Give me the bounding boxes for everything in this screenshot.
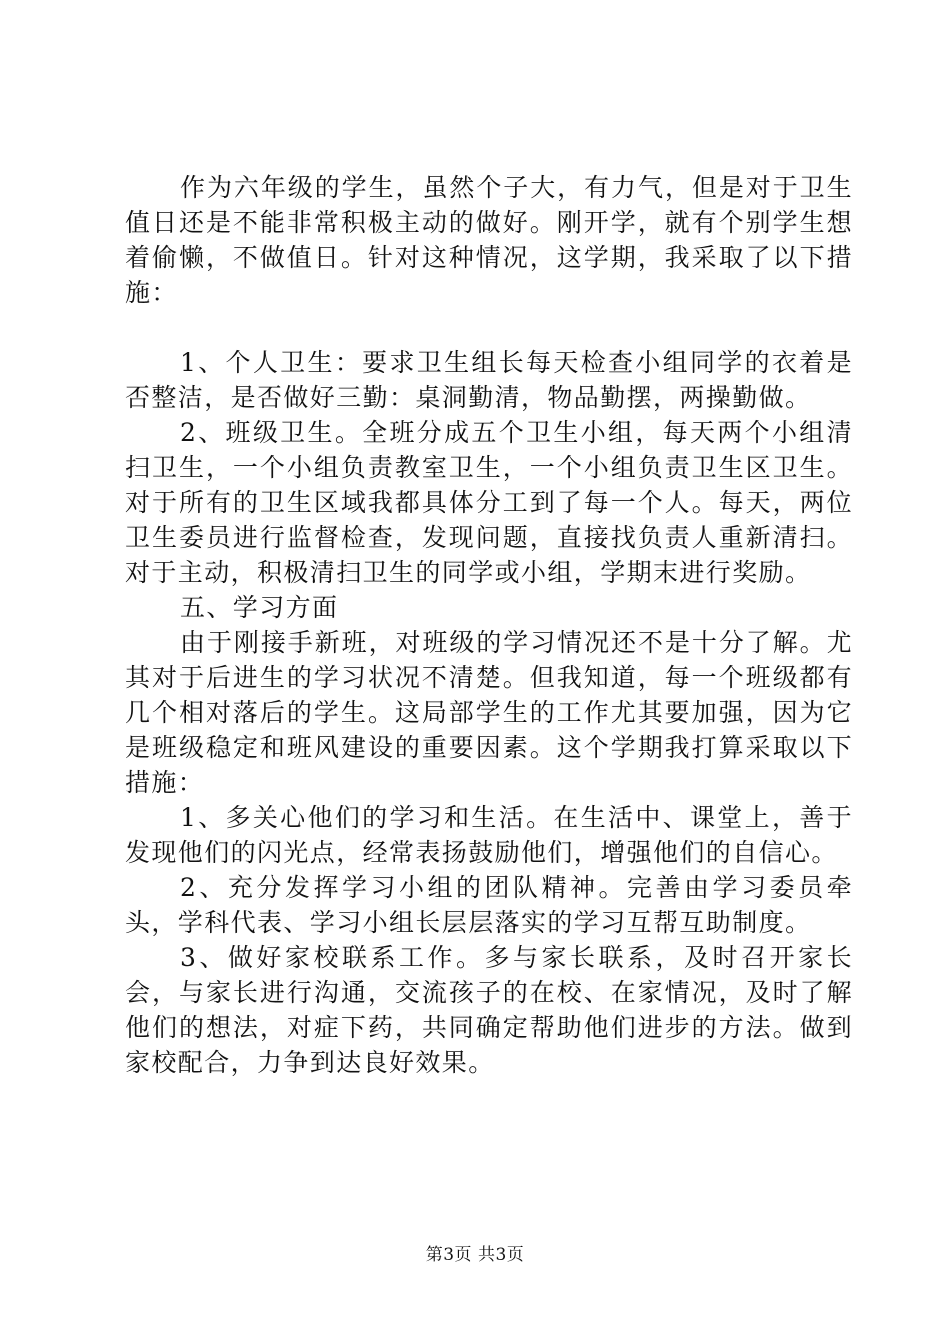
paragraph-study-intro: 由于刚接手新班，对班级的学习情况还不是十分了解。尤其对于后进生的学习状况不清楚。但我知道，每一个班级都有几个相对落后的学生。这局部学生的工作尤其要加强，因为它是班级稳定和班风建设的重要因素。这个学期我打算采取以下措施：: [125, 628, 853, 797]
section-heading-study: 五、学习方面: [180, 593, 339, 622]
paragraph-class-hygiene: 2、班级卫生。全班分成五个卫生小组，每天两个小组清扫卫生，一个小组负责教室卫生，一个小组负责卫生区卫生。对于所有的卫生区域我都具体分工到了每一个人。每天，两位卫生委员进行监督检查，发现问题，直接找负责人重新清扫。对于主动，积极清扫卫生的同学或小组，学期末进行奖励。: [125, 418, 853, 587]
paragraph-study-item-3: 3、做好家校联系工作。多与家长联系，及时召开家长会，与家长进行沟通，交流孩子的在校、在家情况，及时了解他们的想法，对症下药，共同确定帮助他们进步的方法。做到家校配合，力争到达良好效果。: [125, 943, 853, 1077]
paragraph-study-item-2: 2、充分发挥学习小组的团队精神。完善由学习委员牵头，学科代表、学习小组长层层落实的学习互帮互助制度。: [125, 873, 853, 937]
page-footer: 第3页 共3页: [425, 1245, 525, 1265]
paragraph-personal-hygiene: 1、个人卫生：要求卫生组长每天检查小组同学的衣着是否整洁，是否做好三勤：桌洞勤清，物品勤摆，两操勤做。: [125, 348, 853, 412]
paragraph-study-item-1: 1、多关心他们的学习和生活。在生活中、课堂上，善于发现他们的闪光点，经常表扬鼓励他们，增强他们的自信心。: [125, 803, 853, 867]
document-body: [125, 170, 853, 1080]
paragraph-intro: 作为六年级的学生，虽然个子大，有力气，但是对于卫生值日还是不能非常积极主动的做好。刚开学，就有个别学生想着偷懒，不做值日。针对这种情况，这学期，我采取了以下措施：: [125, 173, 853, 307]
paragraph-spacer: [125, 310, 853, 345]
